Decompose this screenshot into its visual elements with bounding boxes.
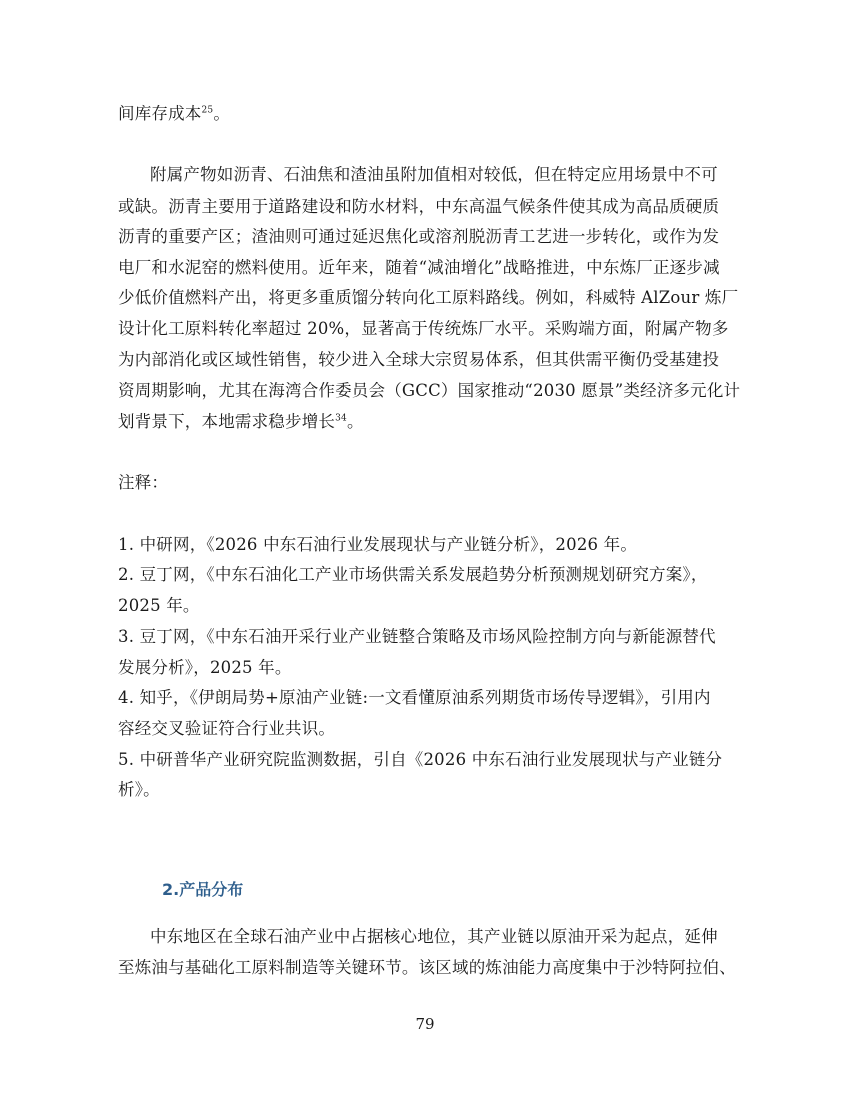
paragraph-line: 或缺。沥青主要用于道路建设和防水材料，中东高温气候条件使其成为高品质硬质 — [118, 197, 720, 216]
note-line: 5. 中研普华产业研究院监测数据，引自《2026 中东石油行业发展现状与产业链分 — [118, 750, 723, 769]
note-line: 发展分析》，2025 年。 — [118, 658, 292, 677]
continuation-line: 间库存成本$^{25}$。 — [118, 104, 231, 123]
note-line: 4. 知乎，《伊朗局势+原油产业链:一文看懂原油系列期货市场传导逻辑》，引用内 — [118, 688, 711, 707]
footnote-ref: 34 — [335, 413, 347, 424]
paragraph-line: 电厂和水泥窑的燃料使用。近年来，随着“减油增化”战略推进，中东炼厂正逐步减 — [118, 258, 720, 277]
note-line: 2025 年。 — [118, 596, 200, 615]
note-line: 2. 豆丁网，《中东石油化工产业市场供需关系发展趋势分析预测规划研究方案》， — [118, 565, 708, 584]
notes-label: 注释： — [118, 473, 169, 492]
paragraph-line: 为内部消化或区域性销售，较少进入全球大宗贸易体系，但其供需平衡仍受基建投 — [118, 350, 720, 369]
note-line: 容经交叉验证符合行业共识。 — [118, 719, 336, 738]
paragraph-line: 资周期影响，尤其在海湾合作委员会（GCC）国家推动“2030 愿景”类经济多元化计 — [118, 381, 741, 400]
paragraph-line: 设计化工原料转化率超过 20%，显著高于传统炼厂水平。采购端方面，附属产物多 — [118, 319, 729, 338]
note-line: 析》。 — [118, 780, 160, 799]
footnote-ref: 25 — [201, 105, 214, 116]
paragraph-line: 划背景下，本地需求稳步增长$^{34}$。 — [118, 412, 364, 431]
note-line: 1. 中研网，《2026 中东石油行业发展现状与产业链分析》，2026 年。 — [118, 535, 638, 554]
paragraph-line: 少低价值燃料产出，将更多重质馏分转向化工原料路线。例如，科威特 AlZour 炼厂 — [118, 288, 739, 307]
page-number: 79 — [415, 1015, 435, 1033]
paragraph-line: 中东地区在全球石油产业中占据核心地位，其产业链以原油开采为起点，延伸 — [150, 927, 718, 946]
note-line: 3. 豆丁网，《中东石油开采行业产业链整合策略及市场风险控制方向与新能源替代 — [118, 627, 716, 646]
paragraph-line: 沥青的重要产区；渣油则可通过延迟焦化或溶剂脱沥青工艺进一步转化，或作为发 — [118, 227, 720, 246]
section-heading: 2.产品分布 — [162, 880, 244, 899]
paragraph-line: 附属产物如沥青、石油焦和渣油虽附加值相对较低，但在特定应用场景中不可 — [150, 165, 718, 184]
paragraph-line: 至炼油与基础化工原料制造等关键环节。该区域的炼油能力高度集中于沙特阿拉伯、 — [118, 958, 736, 977]
